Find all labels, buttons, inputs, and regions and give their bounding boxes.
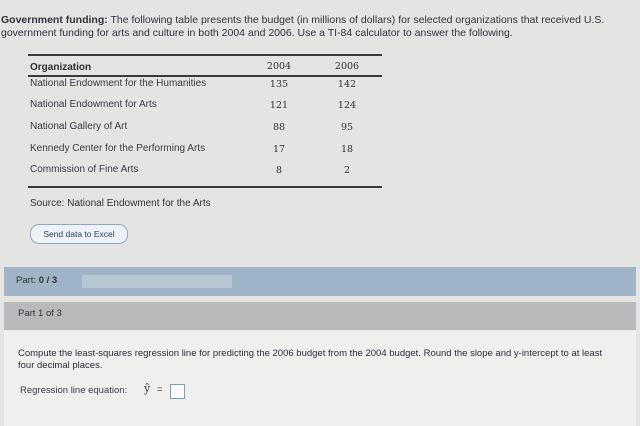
value-2004: 17	[272, 144, 286, 155]
question-text: Compute the least-squares regression line for predicting the 2006 budget from the 2004 budget. Round the slope and y-intercept to at least four decimal places.	[18, 348, 603, 371]
value-2006: 2	[343, 165, 351, 176]
value-2006: 124	[337, 100, 357, 111]
table-row	[28, 143, 382, 163]
table-row	[28, 121, 382, 141]
table-row	[28, 164, 382, 184]
problem-heading: Government funding:	[1, 14, 108, 26]
regression-equation-row	[20, 382, 163, 396]
value-2006: 95	[340, 122, 354, 133]
table-row	[28, 99, 382, 119]
value-2004: 121	[269, 100, 289, 111]
question-panel	[4, 302, 636, 426]
header-2006: 2006	[334, 61, 360, 72]
value-2004: 8	[275, 165, 283, 176]
question-part-label: Part 1 of 3	[18, 308, 62, 319]
regression-answer-input[interactable]	[170, 384, 185, 399]
equation-label: Regression line equation:	[20, 385, 128, 396]
problem-text: The following table presents the budget (in millions of dollars) for selected organizations that received U.S. government funding for arts and culture in both 2004 and 2006. Use a TI-84 calculator to answer the following.	[1, 14, 605, 39]
part-progress-value: 0 / 3	[38, 275, 58, 286]
org-name: National Endowment for Arts	[30, 99, 157, 110]
part-progress-label: Part: 0 / 3	[16, 275, 58, 286]
progress-track	[82, 275, 232, 288]
org-name: National Gallery of Art	[30, 121, 128, 132]
value-2004: 88	[272, 122, 286, 133]
org-name: Commission of Fine Arts	[30, 164, 139, 175]
question-part-header	[4, 302, 636, 330]
budget-table	[28, 54, 382, 188]
org-name: Kennedy Center for the Performing Arts	[30, 143, 206, 154]
value-2004: 135	[269, 79, 289, 90]
value-2006: 18	[340, 144, 354, 155]
part-progress-bar	[4, 267, 636, 296]
org-name: National Endowment for the Humanities	[30, 78, 207, 89]
header-2004: 2004	[266, 61, 292, 72]
table-source: Source: National Endowment for the Arts	[30, 198, 211, 209]
problem-intro	[1, 14, 637, 40]
send-to-excel-button[interactable]: Send data to Excel	[30, 224, 128, 244]
y-hat-symbol: ŷ	[144, 382, 151, 395]
table-row	[28, 78, 382, 98]
value-2006: 142	[337, 79, 357, 90]
header-organization: Organization	[30, 62, 92, 73]
table-header	[28, 58, 382, 77]
equals-sign: =	[157, 384, 163, 395]
